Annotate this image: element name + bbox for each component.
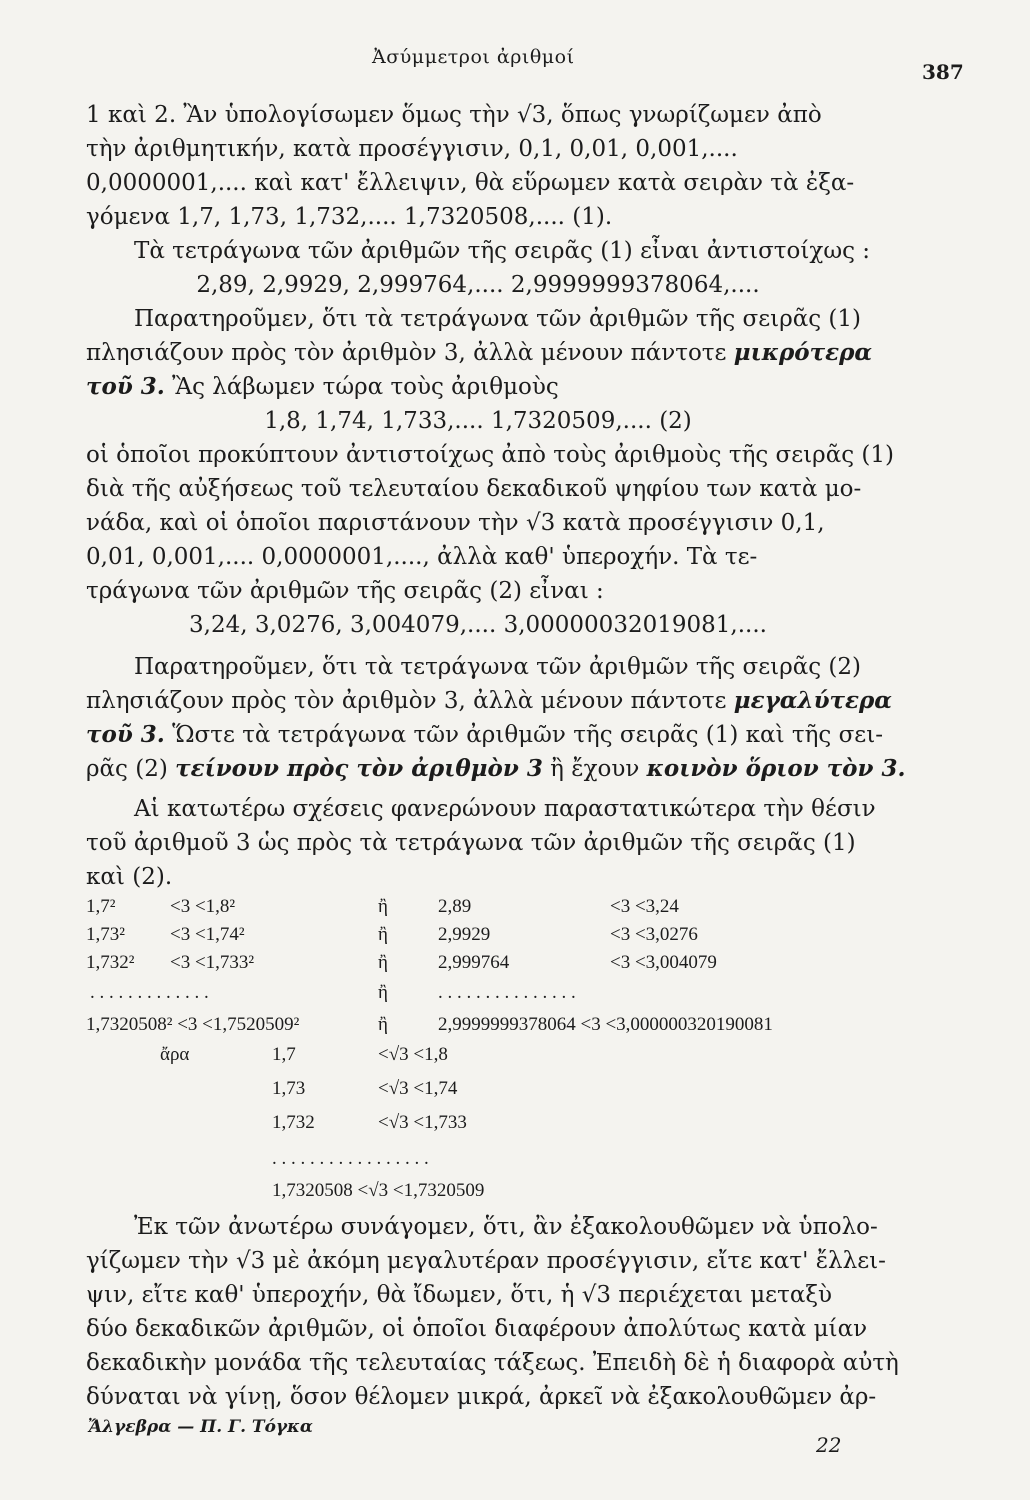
table-cell: 2,9999999378064 <3 <3,000000320190081 xyxy=(438,1014,773,1035)
text-fragment: ρᾶς (2) xyxy=(86,756,168,782)
text-fragment: ἢ ἔχουν xyxy=(550,756,640,782)
text-line: γίζωμεν τὴν √3 μὲ ἀκόμη μεγαλυτέραν προσέγγισιν, εἴτε κατ' ἔλλει- xyxy=(86,1248,886,1274)
text-line: 1 καὶ 2. Ἂν ὑπολογίσωμεν ὅμως τὴν √3, ὅπως γνωρίζωμεν ἀπὸ xyxy=(86,102,822,128)
table-cell: 1,7² xyxy=(86,896,116,917)
emphasis-of-three: τοῦ 3. xyxy=(86,373,165,400)
text-fragment: πλησιάζουν πρὸς τὸν ἀριθμὸν 3, ἀλλὰ μένουν πάντοτε xyxy=(86,340,727,366)
emphasis-smaller: μικρότερα xyxy=(733,339,873,366)
final-bound: 1,7320508 <√3 <1,7320509 xyxy=(272,1180,485,1201)
bound-interval: <√3 <1,8 xyxy=(378,1044,448,1065)
paragraph-7 xyxy=(86,1210,899,1414)
text-line: Ἐκ τῶν ἀνωτέρω συνάγομεν, ὅτι, ἂν ἐξακολουθῶμεν νὰ ὑπολο- xyxy=(134,1214,878,1240)
text-line: τὴν ἀριθμητικήν, κατὰ προσέγγισιν, 0,1, 0,01, 0,001,.... xyxy=(86,136,738,162)
text-line: τοῦ ἀριθμοῦ 3 ὡς πρὸς τὰ τετράγωνα τῶν ἀριθμῶν τῆς σειρᾶς (1) xyxy=(86,830,856,856)
paragraph-6 xyxy=(86,792,876,894)
table-cell: 2,9929 xyxy=(438,924,491,945)
text-line: τράγωνα τῶν ἀριθμῶν τῆς σειρᾶς (2) εἶναι : xyxy=(86,578,604,604)
table-cell: <3 <1,74² xyxy=(170,924,245,945)
emphasis-tend-to-three: τείνουν πρὸς τὸν ἀριθμὸν 3 xyxy=(175,755,543,782)
text-line: καὶ (2). xyxy=(86,864,173,890)
text-line: νάδα, καὶ οἱ ὁποῖοι παριστάνουν τὴν √3 κατὰ προσέγγισιν 0,1, xyxy=(86,510,825,536)
text-line xyxy=(86,684,893,718)
bound-low: 1,73 xyxy=(272,1078,306,1099)
text-line: δεκαδικὴν μονάδα τῆς τελευταίας τάξεως. Ἐπειδὴ δὲ ἡ διαφορὰ αὐτὴ xyxy=(86,1350,899,1376)
text-line: Παρατηροῦμεν, ὅτι τὰ τετράγωνα τῶν ἀριθμῶν τῆς σειρᾶς (1) xyxy=(134,306,862,332)
text-fragment: Ἂς λάβωμεν τώρα τοὺς ἀριθμοὺς xyxy=(172,374,559,400)
emphasis-greater: μεγαλύτερα xyxy=(733,687,893,714)
text-line: 0,01, 0,001,.... 0,0000001,...., ἀλλὰ καθ' ὑπεροχήν. Τὰ τε- xyxy=(86,544,758,570)
ara-label: ἄρα xyxy=(160,1044,190,1065)
table-dots: . . . . . . . . . . . . . . . . . xyxy=(272,1148,429,1169)
table-cell: ἢ xyxy=(378,952,388,973)
series-2: 1,8, 1,74, 1,733,.... 1,7320509,.... (2) xyxy=(264,408,692,434)
bound-low: 1,732 xyxy=(272,1112,315,1133)
paragraph-3 xyxy=(86,302,873,438)
page-number: 387 xyxy=(922,60,964,84)
emphasis-of-three: τοῦ 3. xyxy=(86,721,165,748)
text-line: δύναται νὰ γίνῃ, ὅσον θέλομεν μικρά, ἀρκεῖ νὰ ἐξακολουθῶμεν ἀρ- xyxy=(86,1384,877,1410)
table-cell: <3 <1,8² xyxy=(170,896,236,917)
table-cell: ἢ xyxy=(378,924,388,945)
paragraph-5 xyxy=(86,650,906,786)
text-fragment: Ὥστε τὰ τετράγωνα τῶν ἀριθμῶν τῆς σειρᾶς (1) καὶ τῆς σει- xyxy=(172,722,883,748)
table-cell: 1,732² xyxy=(86,952,135,973)
table-cell: 1,73² xyxy=(86,924,125,945)
text-line: Τὰ τετράγωνα τῶν ἀριθμῶν τῆς σειρᾶς (1) εἶναι ἀντιστοίχως : xyxy=(134,238,871,264)
text-line: γόμενα 1,7, 1,73, 1,732,.... 1,7320508,.... (1). xyxy=(86,204,613,230)
table-cell: 2,999764 xyxy=(438,952,510,973)
running-header-title: Ἀσύμμετροι ἀριθμοί xyxy=(372,46,575,68)
squares-series-2: 3,24, 3,0276, 3,004079,.... 3,00000032019081,.... xyxy=(189,612,767,638)
table-dots: . . . . . . . . . . . . . xyxy=(90,982,209,1003)
table-cell: <3 <1,733² xyxy=(170,952,255,973)
paragraph-4 xyxy=(86,438,895,642)
table-cell: ἢ xyxy=(378,1014,388,1035)
text-line xyxy=(86,370,870,404)
table-cell: ἢ xyxy=(378,896,388,917)
text-line: δύο δεκαδικῶν ἀριθμῶν, οἱ ὁποῖοι διαφέρουν ἀπολύτως κατὰ μίαν xyxy=(86,1316,868,1342)
table-cell: <3 <3,004079 xyxy=(610,952,717,973)
text-line xyxy=(86,336,873,370)
table-cell: 1,7320508² <3 <1,7520509² xyxy=(86,1014,300,1035)
text-line: διὰ τῆς αὐξήσεως τοῦ τελευταίου δεκαδικοῦ ψηφίου των κατὰ μο- xyxy=(86,476,862,502)
squares-series-1: 2,89, 2,9929, 2,999764,.... 2,9999999378064,.... xyxy=(196,272,760,298)
text-line: 0,0000001,.... καὶ κατ' ἔλλειψιν, θὰ εὕρωμεν κατὰ σειρὰν τὰ ἐξα- xyxy=(86,170,855,196)
bound-low: 1,7 xyxy=(272,1044,296,1065)
bound-interval: <√3 <1,733 xyxy=(378,1112,467,1133)
signature-mark: 22 xyxy=(816,1433,842,1457)
emphasis-common-limit: κοινὸν ὅριον τὸν 3. xyxy=(646,755,906,782)
table-dots: . . . . . . . . . . . . . . . xyxy=(438,982,576,1003)
footer-book-title: Ἄλγεβρα — Π. Γ. Τόγκα xyxy=(88,1417,313,1437)
table-cell: <3 <3,24 xyxy=(610,896,679,917)
text-line xyxy=(86,718,883,752)
text-line xyxy=(86,752,906,786)
table-cell: ἢ xyxy=(378,982,388,1003)
text-line: οἱ ὁποῖοι προκύπτουν ἀντιστοίχως ἀπὸ τοὺς ἀριθμοὺς τῆς σειρᾶς (1) xyxy=(86,442,895,468)
text-line: ψιν, εἴτε καθ' ὑπεροχήν, θὰ ἴδωμεν, ὅτι, ἡ √3 περιέχεται μεταξὺ xyxy=(86,1282,833,1308)
bound-interval: <√3 <1,74 xyxy=(378,1078,458,1099)
text-line: Παρατηροῦμεν, ὅτι τὰ τετράγωνα τῶν ἀριθμῶν τῆς σειρᾶς (2) xyxy=(134,654,862,680)
text-fragment: πλησιάζουν πρὸς τὸν ἀριθμὸν 3, ἀλλὰ μένουν πάντοτε xyxy=(86,688,727,714)
paragraph-2 xyxy=(86,234,870,302)
paragraph-1 xyxy=(86,98,870,234)
text-line: Αἱ κατωτέρω σχέσεις φανερώνουν παραστατικώτερα τὴν θέσιν xyxy=(134,796,876,822)
table-cell: 2,89 xyxy=(438,896,472,917)
table-cell: <3 <3,0276 xyxy=(610,924,698,945)
